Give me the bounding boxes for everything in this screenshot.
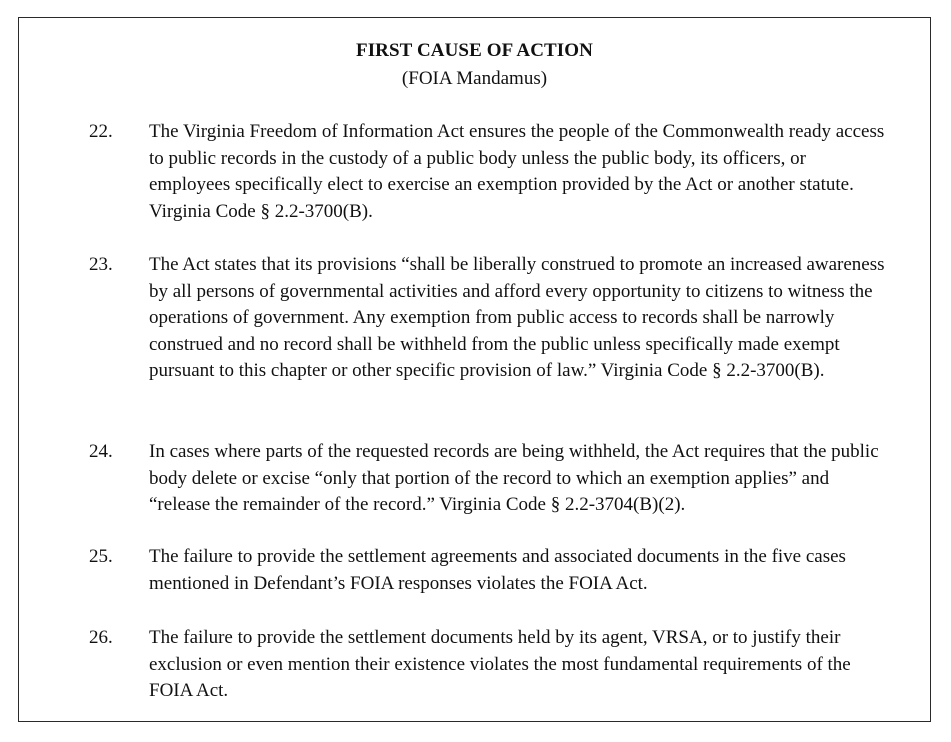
paragraph-text: The Act states that its provisions “shall be liberally construed to promote an increased awareness by all persons of governmental activities and afford every opportunity to citizens to witness the operations of government. Any exemption from public access to records shall be narrowly construed and no record shall be withheld from the public unless specifically made exempt pursuant to this chapter or other specific provision of law.” Virginia Code § 2.2-3700(B). [149,254,885,382]
document-frame [18,17,931,722]
paragraph-text: In cases where parts of the requested records are being withheld, the Act requires that the public body delete or excise “only that portion of the record to which an exemption applies” and “release the remainder of the record.” Virginia Code § 2.2-3704(B)(2). [149,441,879,516]
paragraph-25 [89,544,889,597]
paragraph-number: 24. [89,441,113,462]
paragraph-26 [89,625,889,705]
paragraph-23 [89,252,889,385]
paragraph-text: The failure to provide the settlement agreements and associated documents in the five cases mentioned in Defendant’s FOIA responses violates the FOIA Act. [149,546,846,594]
paragraph-number: 25. [89,546,113,567]
paragraph-text: The failure to provide the settlement documents held by its agent, VRSA, or to justify their exclusion or even mention their existence violates the most fundamental requirements of the FOIA Act. [149,627,851,702]
paragraph-22 [89,119,889,225]
paragraph-number: 26. [89,627,113,648]
section-title: FIRST CAUSE OF ACTION [355,40,593,61]
paragraph-24 [89,439,889,519]
section-subtitle: (FOIA Mandamus) [401,68,548,89]
paragraph-number: 22. [89,121,113,142]
paragraph-number: 23. [89,254,113,275]
paragraph-text: The Virginia Freedom of Information Act ensures the people of the Commonwealth ready access to public records in the custody of a public body unless the public body, its officers, or employees specifically elect to exercise an exemption provided by the Act or another statute. Virginia Code § 2.2-3700(B). [149,121,885,222]
